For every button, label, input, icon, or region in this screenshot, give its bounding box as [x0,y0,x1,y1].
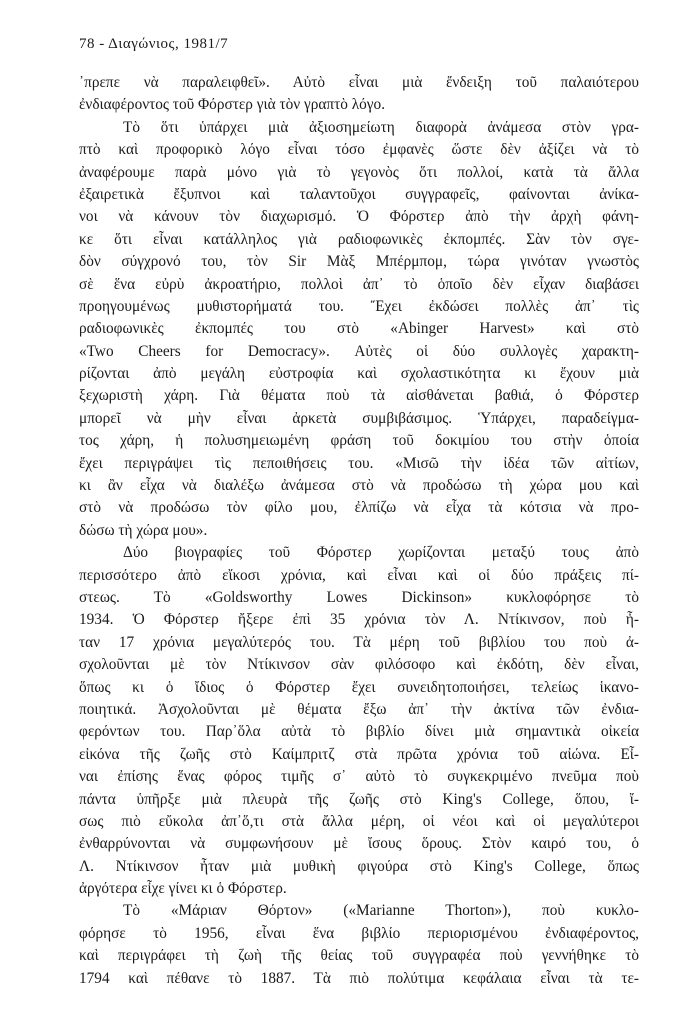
running-head: 78 - Διαγώνιος, 1981/7 [79,36,229,52]
text-line: ναι ἐπίσης ἕνας φόρος τιμῆς σ᾿ αὐτὸ τὸ συγκεκριμένο πνεῦμα ποὺ [79,768,639,786]
text-line: πτὸ καὶ προφορικὸ λόγο εἶναι τόσο ἐμφανὲς ὥστε δὲν ἀξίζει νὰ τὸ [79,141,639,159]
text-line: ταν 17 χρόνια μεγαλύτερός του. Τὰ μέρη τοῦ βιβλίου του ποὺ ἀ- [79,633,639,651]
page [79,36,639,990]
text-line: Τὸ «Μάριαν Θόρτον» («Marianne Thorton»), ποὺ κυκλο- [123,902,639,920]
text-line: ἐνθαρρύνονται νὰ συμφωνήσουν μὲ ἴσους ὅρους. Στὸν καιρό του, ὁ [79,835,639,853]
body-text [79,72,639,990]
text-line: δὸν σύγχρονό του, τὸν Sir Μὰξ Μπέρμπομ, τώρα γινόταν γνωστὸς [79,253,639,271]
text-line: τος χάρη, ἡ πολυσημειωμένη φράση τοῦ δοκιμίου του στὴν ὁποία [79,432,639,450]
text-line: μπορεῖ νὰ μὴν εἶναι ἀρκετὰ συμβιβάσιμος. Ὑπάρχει, παραδείγμα- [79,409,639,427]
text-line: Τὸ ὅτι ὑπάρχει μιὰ ἀξιοσημείωτη διαφορὰ ἀνάμεσα στὸν γρα- [123,118,639,136]
text-line: εἰκόνα τῆς ζωῆς στὸ Καίμπριτζ στὰ πρῶτα χρόνια τοῦ αἰώνα. Εἶ- [79,745,639,763]
text-line: φόρησε τὸ 1956, εἶναι ἕνα βιβλίο περιορισμένου ἐνδιαφέροντος, [79,924,639,942]
text-line: νοι νὰ κάνουν τὸν διαχωρισμό. Ὁ Φόρστερ ἀπὸ τὴν ἀρχὴ φάνη- [79,208,639,226]
text-line: δώσω τὴ χώρα μου». [79,521,208,539]
text-line: ραδιοφωνικὲς ἐκπομπές του στὸ «Abinger Harvest» καὶ στὸ [79,320,639,338]
text-line: κε ὅτι εἶναι κατάλληλος γιὰ ραδιοφωνικὲς ἐκπομπές. Σὰν τὸν σγε- [79,230,639,248]
text-line: στὸ νὰ προδώσω τὸν φίλο μου, ἐλπίζω νὰ εἶχα τὰ κότσια νὰ προ- [79,499,639,517]
text-line: 1934. Ὁ Φόρστερ ἤξερε ἐπὶ 35 χρόνια τὸν Λ. Ντίκινσον, ποὺ ἦ- [79,611,639,629]
text-line: Δύο βιογραφίες τοῦ Φόρστερ χωρίζονται μεταξύ τους ἀπὸ [123,544,639,562]
text-line: περισσότερο ἀπὸ εἴκοσι χρόνια, καὶ εἶναι καὶ οἱ δύο πράξεις πί- [79,566,639,584]
text-line: ἐνδιαφέροντος τοῦ Φόρστερ γιὰ τὸν γραπτὸ λόγο. [79,96,386,114]
paragraph [79,542,639,900]
text-line: ποιητικά. Ἀσχολοῦνται μὲ θέματα ἔξω ἀπ᾿ τὴν ἀκτίνα τῶν ἐνδια- [79,700,639,718]
text-line: σχολοῦνται μὲ τὸν Ντίκινσον σὰν φιλόσοφο καὶ ἐκδότη, δὲν εἶναι, [79,656,639,674]
text-line: 1794 καὶ πέθανε τὸ 1887. Τὰ πιὸ πολύτιμα κεφάλαια εἶναι τὰ τε- [79,969,639,987]
paragraph [79,72,639,117]
paragraph [79,117,639,542]
text-line: καὶ περιγράφει τὴ ζωὴ τῆς θείας τοῦ συγγραφέα ποὺ γεννήθηκε τὸ [79,947,639,965]
text-line: «Two Cheers for Democracy». Αὐτὲς οἱ δύο συλλογὲς χαρακτη- [79,342,639,360]
text-line: πάντα ὑπῆρξε μιὰ πλευρὰ τῆς ζωῆς στὸ King's College, ὅπου, ἴ- [79,790,639,808]
text-line: ἔχει περιγράψει τὶς πεποιθήσεις του. «Μισῶ τὴν ἰδέα τῶν αἰτίων, [79,454,639,472]
text-line: ὅπως κι ὁ ἴδιος ὁ Φόρστερ ἔχει συνειδητοποιήσει, τελείως ἱκανο- [79,678,639,696]
text-line: προηγουμένως μυθιστορήματά του. Ἔχει ἐκδώσει πολλὲς ἀπ᾿ τὶς [79,297,639,315]
text-line: ἐξαιρετικὰ ἔξυπνοι καὶ ταλαντοῦχοι συγγραφεῖς, φαίνονται ἀνίκα- [79,185,639,203]
paragraph [79,900,639,990]
text-line: σως πιὸ εὔκολα ἀπ᾿ὅ,τι στὰ ἄλλα μέρη, οἱ νέοι καὶ οἱ μεγαλύτεροι [79,812,639,830]
text-line: ξεχωριστὴ χάρη. Γιὰ θέματα ποὺ τὰ αἰσθάνεται βαθιά, ὁ Φόρστερ [79,387,639,405]
text-line: στεως. Τὸ «Goldsworthy Lowes Dickinson» κυκλοφόρησε τὸ [79,588,639,606]
text-line: ᾿πρεπε νὰ παραλειφθεῖ». Αὐτὸ εἶναι μιὰ ἔνδειξη τοῦ παλαιότερου [79,74,639,91]
text-line: ρίζονται ἀπὸ μεγάλη εὐστροφία καὶ σχολαστικότητα κι ἔχουν μιὰ [79,365,639,383]
text-line: κι ἂν εἶχα νὰ διαλέξω ἀνάμεσα στὸ νὰ προδώσω τὴ χώρα μου καὶ [79,477,639,495]
text-line: ἀναφέρουμε παρὰ μόνο γιὰ τὸ γεγονὸς ὅτι πολλοί, κατὰ τὰ ἄλλα [79,163,639,181]
text-line: σὲ ἕνα εὐρὺ ἀκροατήριο, πολλοὶ ἀπ᾿ τὸ ὁποῖο δὲν εἶχαν διαβάσει [79,275,639,293]
text-line: Λ. Ντίκινσον ἦταν μιὰ μυθικὴ φιγούρα στὸ King's College, ὅπως [79,857,639,875]
text-line: φερόντων του. Παρ᾿ὅλα αὐτὰ τὸ βιβλίο δίνει μιὰ σημαντικὰ οἰκεία [79,723,639,741]
text-line: ἀργότερα εἶχε γίνει κι ὁ Φόρστερ. [79,880,287,898]
